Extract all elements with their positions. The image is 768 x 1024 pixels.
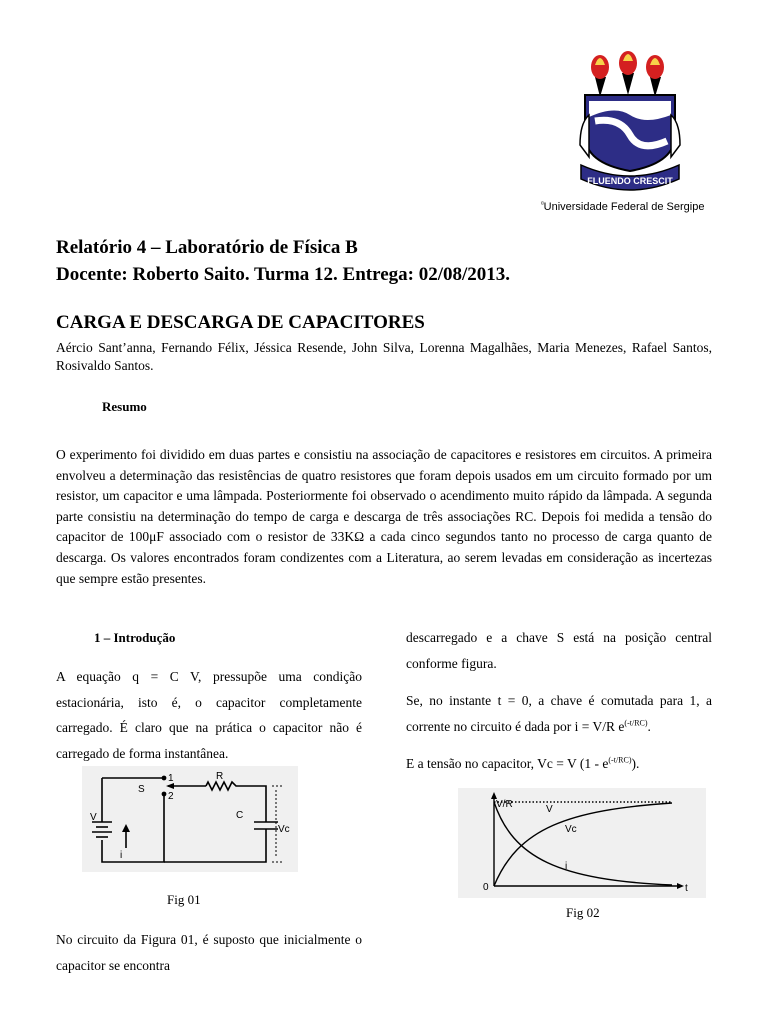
abstract-text: O experimento foi dividido em duas partes e consistiu na associação de capacitores e resistores em circuitos. A primeira envolveu a determinação das resistências de quatro resistores que foram depois usados em um circuito formado por um resistor, um capacitor e uma lâmpada. Posteriormente foi observado o acendimento muito rápido da lâmpada. A segunda parte consistiu na determinação do tempo de carga e descarga de três associações RC. Depois foi medida a tensão do capacitor de 100μF associado com o resistor de 33KΩ a cada cinco segundos tanto no processo de carga quanto de descarga. Os valores encontrados foram condizentes com a Literatura, ao serem levadas em consideração as incertezas que sempre estão presentes.	[56, 447, 712, 586]
torch-icon	[591, 55, 609, 97]
label-vc: Vc	[278, 824, 290, 835]
label-vr: V/R	[496, 799, 513, 810]
label-s: S	[138, 784, 145, 795]
section-heading: 1 – Introdução	[94, 630, 176, 645]
label-origin: 0	[483, 882, 489, 893]
intro-paragraph: No circuito da Figura 01, é suposto que inicialmente o capacitor se encontra	[56, 932, 362, 973]
label-v: V	[90, 812, 97, 823]
paper-title: CARGA E DESCARGA DE CAPACITORES	[56, 312, 425, 333]
intro-paragraph: A equação q = C V, pressupõe uma condição estacionária, isto é, o capacitor completamente carregado. É claro que na prática o capacitor não é carregado de forma instantânea.	[56, 669, 362, 761]
report-details: Docente: Roberto Saito. Turma 12. Entrega: 02/08/2013.	[56, 264, 511, 285]
university-mark-icon: ᵅ	[541, 201, 544, 208]
abstract-heading: Resumo	[102, 399, 147, 414]
intro-paragraph: descarregado e a chave S está na posição central conforme figura.	[406, 630, 712, 671]
university-logo	[575, 45, 693, 195]
intro-paragraph: Se, no instante t = 0, a chave é comutada para 1, a corrente no circuito é dada por i = V/R $e^{(-t/RC)}$.	[406, 693, 712, 734]
label-node-2: 2	[168, 791, 174, 802]
label-node-1: 1	[168, 773, 174, 784]
label-v: V	[546, 804, 553, 815]
report-number: Relatório 4 – Laboratório de Física B	[56, 237, 358, 258]
label-c: C	[236, 810, 244, 821]
intro-paragraph: E a tensão no capacitor, Vc = V $(1 - e^{(-t/RC)})$.	[406, 755, 640, 771]
label-r: R	[216, 771, 224, 782]
figure-rc-curves	[458, 788, 706, 903]
university-name: $^ᵅ$Universidade Federal de Sergipe	[541, 201, 705, 213]
author-list: Aércio Sant’anna, Fernando Félix, Jéssica Resende, John Silva, Lorenna Magalhães, Maria Menezes, Rafael Santos, Rosivaldo Santos.	[56, 340, 712, 373]
figure-caption: Fig 02	[566, 905, 600, 920]
torch-icon	[646, 55, 664, 97]
label-i: i	[565, 861, 568, 872]
label-t: t	[685, 883, 688, 894]
figure-caption: Fig 01	[167, 892, 201, 907]
label-vc: Vc	[565, 824, 577, 835]
logo-motto: FLUENDO CRESCIT	[587, 176, 673, 186]
label-i: i	[120, 850, 123, 861]
figure-circuit	[82, 766, 298, 877]
torch-icon	[619, 51, 637, 95]
